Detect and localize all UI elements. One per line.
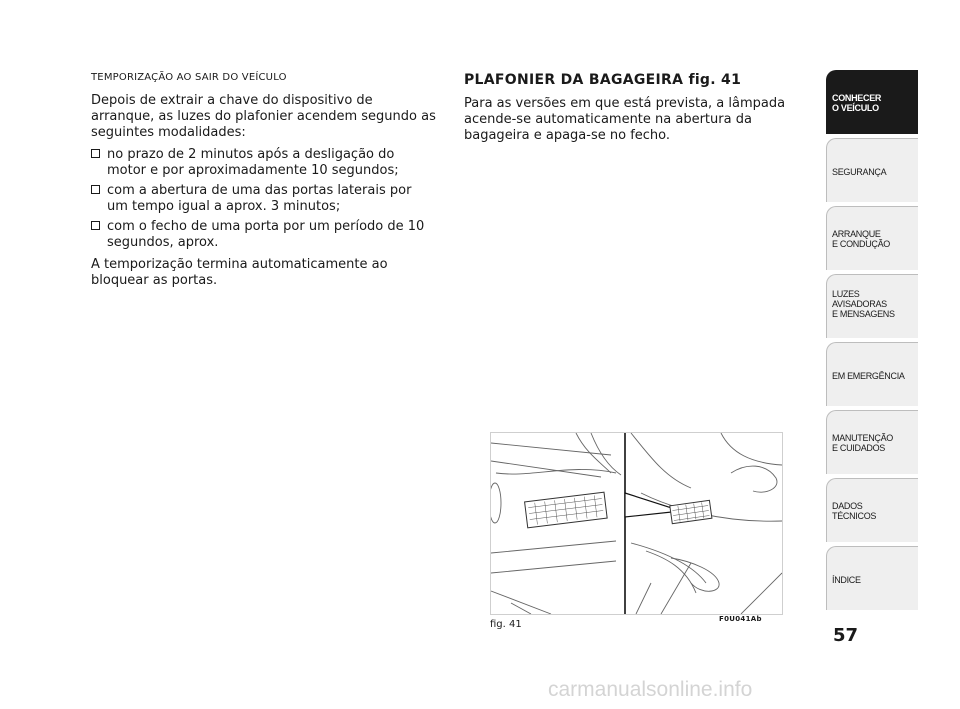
tab-dados-tecnicos[interactable]: DADOS TÉCNICOS — [826, 478, 918, 542]
watermark: carmanualsonline.info — [548, 678, 753, 701]
trunk-light-paragraph: Para as versões em que está prevista, a lâmpada acende-se automaticamente na abertura da bagageira e apaga-se no fecho. — [464, 96, 786, 143]
list-item: no prazo de 2 minutos após a desligação do motor e por aproximadamente 10 segundos; — [91, 147, 436, 179]
tab-manutencao-e-cuidados[interactable]: MANUTENÇÃO E CUIDADOS — [826, 410, 918, 474]
right-column — [464, 72, 809, 150]
checkbox-bullet-icon — [91, 185, 100, 194]
list-item: com o fecho de uma porta por um período de 10 segundos, aprox. — [91, 219, 436, 251]
figure-caption: fig. 41 — [490, 619, 522, 630]
tab-seguranca[interactable]: SEGURANÇA — [826, 138, 918, 202]
tab-luzes-avisadoras[interactable]: LUZES AVISADORAS E MENSAGENS — [826, 274, 918, 338]
list-item: com a abertura de uma das portas laterais por um tempo igual a aprox. 3 minutos; — [91, 183, 436, 215]
chapter-tabs — [826, 70, 918, 614]
figure-code: F0U041Ab — [719, 615, 762, 623]
checkbox-bullet-icon — [91, 149, 100, 158]
checkbox-bullet-icon — [91, 221, 100, 230]
intro-paragraph: Depois de extrair a chave do dispositivo de arranque, as luzes do plafonier acendem segundo as seguintes modalidades: — [91, 93, 436, 140]
tab-indice[interactable]: ÍNDICE — [826, 546, 918, 610]
section-label: TEMPORIZAÇÃO AO SAIR DO VEÍCULO — [91, 72, 287, 83]
tab-conhecer-o-veiculo[interactable]: CONHECER O VEÍCULO — [826, 70, 918, 134]
trunk-light-figure — [490, 432, 783, 615]
tab-arranque-e-conducao[interactable]: ARRANQUE E CONDUÇÃO — [826, 206, 918, 270]
left-column — [91, 72, 436, 295]
page-number: 57 — [833, 625, 859, 646]
outro-paragraph: A temporização termina automaticamente ao bloquear as portas. — [91, 257, 388, 288]
section-heading: PLAFONIER DA BAGAGEIRA fig. 41 — [464, 72, 742, 88]
tab-em-emergencia[interactable]: EM EMERGÊNCIA — [826, 342, 918, 406]
bullet-list — [91, 147, 436, 251]
trunk-light-illustration — [491, 433, 782, 614]
